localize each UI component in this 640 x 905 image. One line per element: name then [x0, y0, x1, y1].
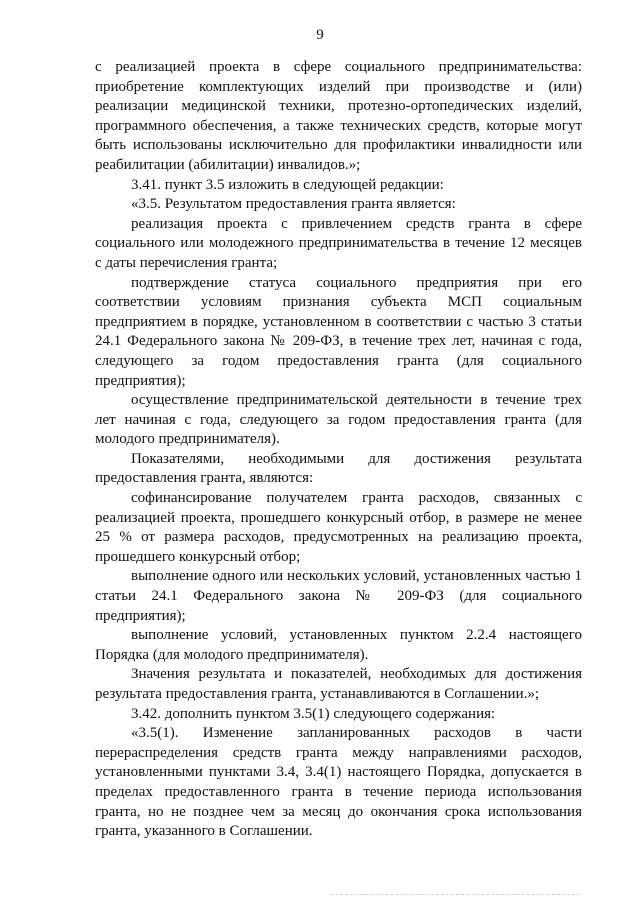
paragraph-conditions-social: выполнение одного или нескольких условий, установленных частью 1 статьи 24.1 Федерального закона № 209-ФЗ (для социального предприятия); — [95, 568, 582, 624]
paragraph-conditions-young: выполнение условий, установленных пунктом 2.2.4 настоящего Порядка (для молодого предпринимателя). — [95, 627, 582, 663]
paragraph-result-heading: «3.5. Результатом предоставления гранта является: — [131, 196, 456, 213]
paragraph-item-3-42: 3.42. дополнить пунктом 3.5(1) следующего содержания: — [131, 705, 496, 722]
paragraph-values-agreement: Значения результата и показателей, необходимых для достижения результата предоставления гранта, устанавливаются в Соглашении.»; — [95, 666, 582, 702]
paragraph-continuation: с реализацией проекта в сфере социального предпринимательства: приобретение комплектующих изделий при производстве и (или) реализации медицинской техники, протезно-ортопедических изделий, программного обеспечения, а также технических средств, которые могут быть использованы исключительно для профилактики инвалидности или реабилитации (абилитации) инвалидов.»; — [95, 59, 582, 173]
bottom-edge-artifact — [330, 894, 580, 895]
paragraph-item-3-41: 3.41. пункт 3.5 изложить в следующей редакции: — [131, 176, 444, 193]
paragraph-item-3-5-1: «3.5(1). Изменение запланированных расходов в части перераспределения средств гранта между направлениями расходов, установленными пунктами 3.4, 3.4(1) настоящего Порядка, допускается в пределах предоставленного гранта в течение периода использования гранта, но не позднее чем за месяц до окончания срока использования гранта, указанного в Соглашении. — [95, 725, 582, 840]
document-body — [95, 58, 582, 842]
paragraph-cofinancing: софинансирование получателем гранта расходов, связанных с реализацией проекта, прошедшего конкурсный отбор, в размере не менее 25 % от размера расходов, предусмотренных на реализацию проекта, прошедшего конкурсный отбор; — [95, 490, 582, 565]
paragraph-indicators-heading: Показателями, необходимыми для достижения результата предоставления гранта, являются: — [95, 450, 582, 487]
page-number: 9 — [316, 27, 324, 43]
paragraph-social-enterprise-status: подтверждение статуса социального предприятия при его соответствии условиям признания субъекта МСП социальным предприятием в порядке, установленном в соответствии с частью 3 статьи 24.1 Федерального закона № 209-ФЗ, в течение трех лет, начиная с года, следующего за годом предоставления гранта (для социального предприятия); — [95, 274, 582, 389]
paragraph-project-implementation: реализация проекта с привлечением средств гранта в сфере социального или молодежного предпринимательства в течение 12 месяцев с даты перечисления гранта; — [95, 215, 582, 271]
paragraph-young-entrepreneur-activity: осуществление предпринимательской деятельности в течение трех лет начиная с года, следующего за годом предоставления гранта (для молодого предпринимателя). — [95, 392, 582, 448]
